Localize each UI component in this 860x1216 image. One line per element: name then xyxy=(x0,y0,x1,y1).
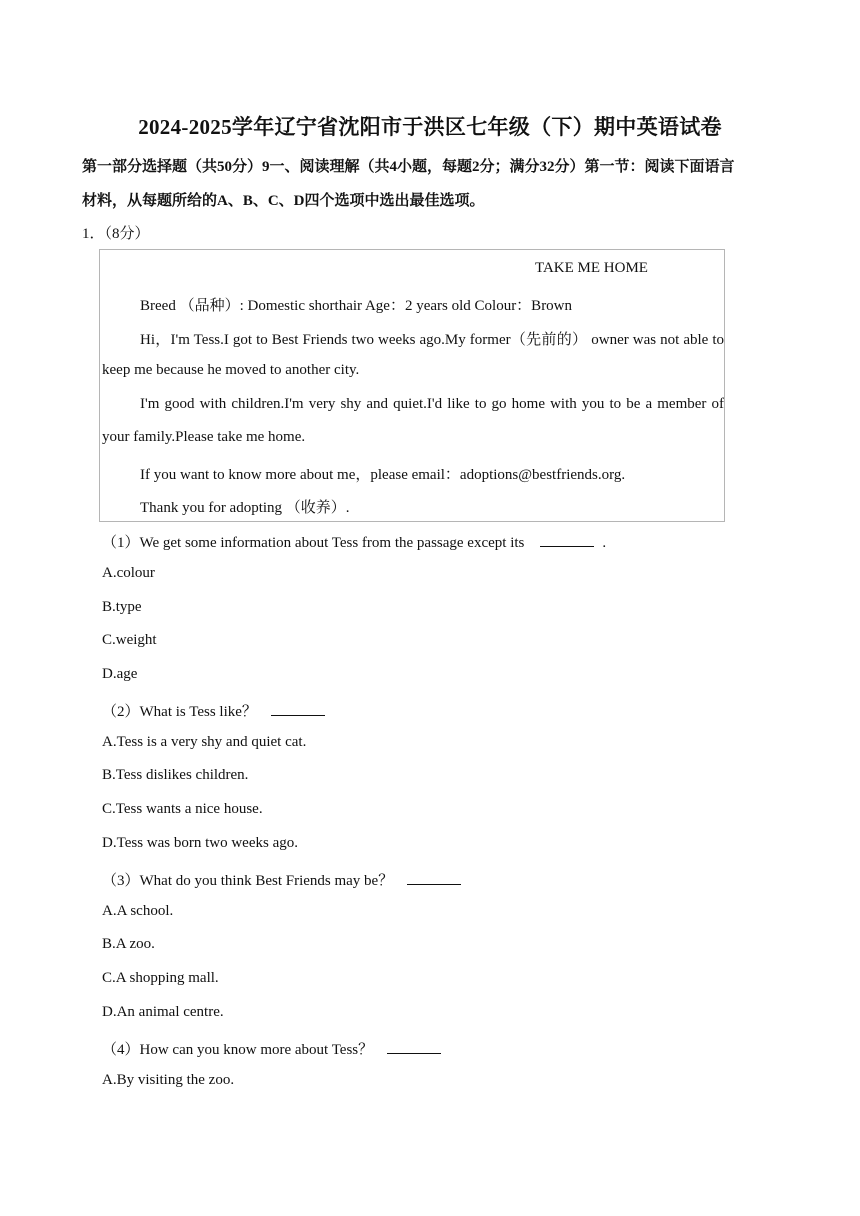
option-4-a[interactable]: A.By visiting the zoo. xyxy=(102,1072,235,1088)
passage-line: Thank you for adopting （收养）. xyxy=(140,500,350,516)
option-2-a[interactable]: A.Tess is a very shy and quiet cat. xyxy=(102,734,307,750)
option-2-b[interactable]: B.Tess dislikes children. xyxy=(102,767,249,783)
option-1-d[interactable]: D.age xyxy=(102,666,138,682)
option-2-d[interactable]: D.Tess was born two weeks ago. xyxy=(102,835,298,851)
option-1-a[interactable]: A.colour xyxy=(102,565,155,581)
option-3-a[interactable]: A.A school. xyxy=(102,903,174,919)
subquestion-2 xyxy=(102,700,325,721)
passage-line: Hi，I'm Tess.I got to Best Friends two weeks ago.My former（先前的） owner was not able to xyxy=(140,332,724,348)
answer-blank[interactable] xyxy=(407,870,461,885)
subquestion-trailing: . xyxy=(602,535,607,551)
option-2-c[interactable]: C.Tess wants a nice house. xyxy=(102,801,263,817)
subquestion-4 xyxy=(102,1038,441,1059)
passage-line: your family.Please take me home. xyxy=(102,429,306,445)
option-3-b[interactable]: B.A zoo. xyxy=(102,936,155,952)
question-number: 1．（8分） xyxy=(82,226,150,242)
option-3-c[interactable]: C.A shopping mall. xyxy=(102,970,219,986)
passage-line: If you want to know more about me，please email：adoptions@bestfriends.org. xyxy=(140,467,626,483)
subquestion-stem: （3）What do you think Best Friends may be？ xyxy=(102,873,394,889)
section-instructions-line-1: 第一部分选择题（共50分）9一、阅读理解（共4小题，每题2分；满分32分）第一节：阅读下面语言 xyxy=(82,159,735,175)
option-1-b[interactable]: B.type xyxy=(102,599,142,615)
passage-line: I'm good with children.I'm very shy and quiet.I'd like to go home with you to be a member of xyxy=(140,396,724,412)
passage-line: Breed （品种）: Domestic shorthair Age：2 years old Colour：Brown xyxy=(140,298,573,314)
reading-passage-box xyxy=(99,249,725,522)
section-instructions-line-2: 材料，从每题所给的A、B、C、D四个选项中选出最佳选项。 xyxy=(82,193,485,209)
subquestion-stem: （4）How can you know more about Tess？ xyxy=(102,1042,374,1058)
subquestion-stem: （2）What is Tess like？ xyxy=(102,704,257,720)
answer-blank[interactable] xyxy=(271,701,325,716)
option-3-d[interactable]: D.An animal centre. xyxy=(102,1004,224,1020)
passage-title: TAKE ME HOME xyxy=(535,260,648,276)
answer-blank[interactable] xyxy=(387,1039,441,1054)
passage-line: keep me because he moved to another city. xyxy=(102,362,360,378)
option-1-c[interactable]: C.weight xyxy=(102,632,157,648)
subquestion-3 xyxy=(102,869,461,890)
subquestion-1 xyxy=(102,531,606,552)
subquestion-stem: （1）We get some information about Tess from the passage except its xyxy=(102,535,525,551)
page-title: 2024-2025学年辽宁省沈阳市于洪区七年级（下）期中英语试卷 xyxy=(138,115,722,139)
answer-blank[interactable] xyxy=(540,532,594,547)
